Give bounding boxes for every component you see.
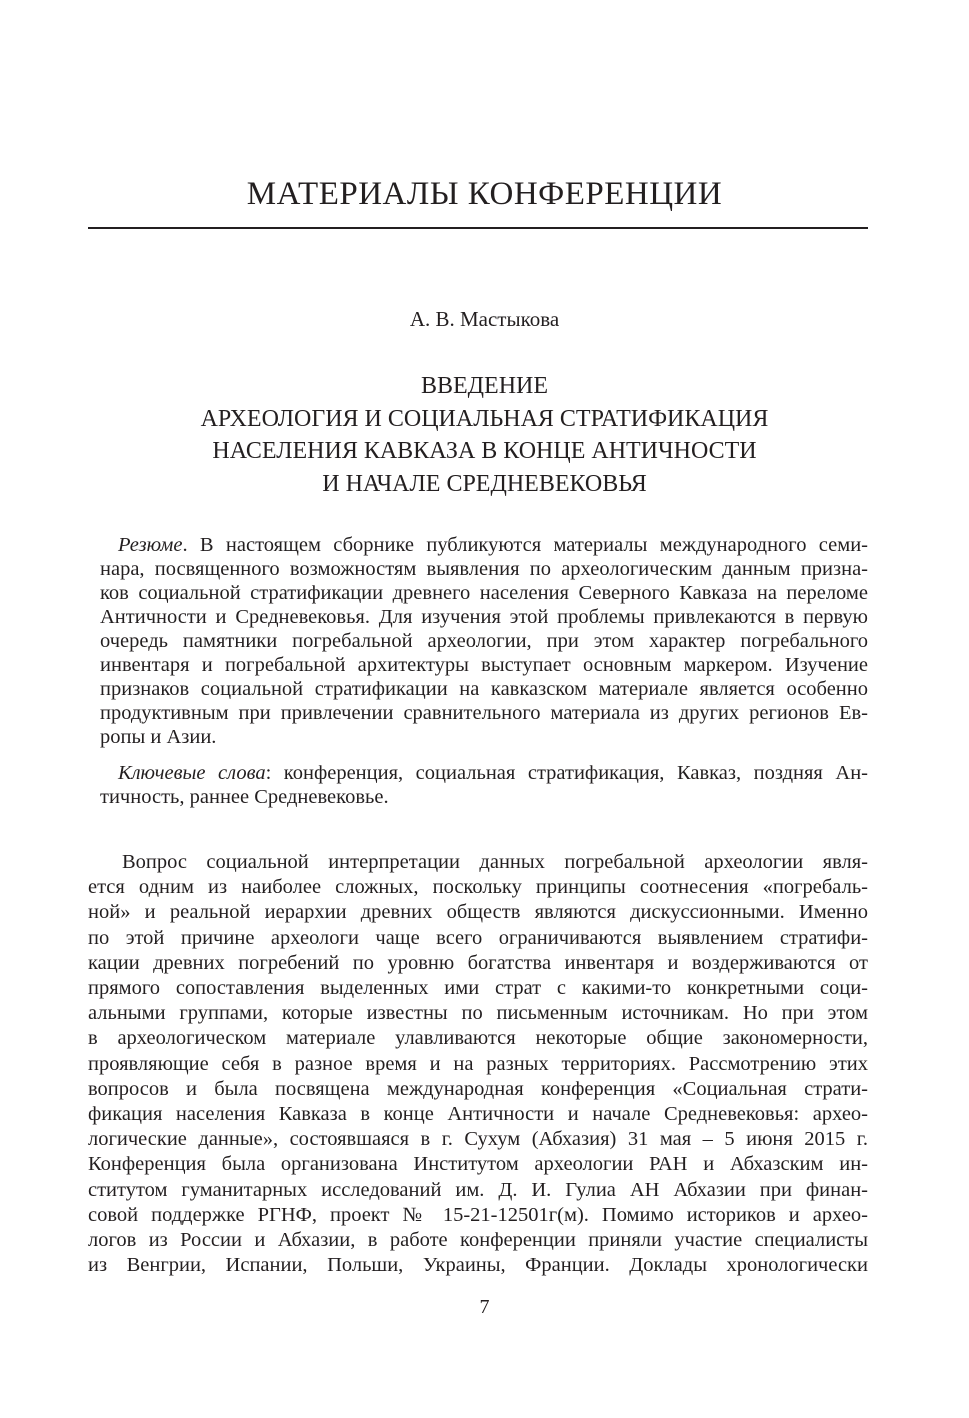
body-line: логов из России и Абхазии, в работе конференции приняли участие специалисты <box>88 1229 868 1251</box>
body-line: проявляющие себя в разное время и на разных территориях. Рассмотрению этих <box>88 1052 868 1075</box>
abstract-line: Резюме. В настоящем сборнике публикуются материалы международного семи- <box>118 534 868 556</box>
abstract-line: признаков социальной стратификации на кавказском материале является особенно <box>100 678 868 700</box>
body-line: по этой причине археологи чаще всего ограничиваются выявлением стратифи- <box>88 926 868 949</box>
body-line: вопросов и была посвящена международная конференция «Социальная страти- <box>88 1077 868 1100</box>
abstract-label: Резюме <box>118 534 183 556</box>
abstract-line: нара, посвященного возможностям выявления по археологическим данным призна- <box>100 558 868 580</box>
section-title: МАТЕРИАЛЫ КОНФЕРЕНЦИИ <box>246 176 723 212</box>
body-line: в археологическом материале улавливаются некоторые общие закономерности, <box>88 1027 868 1050</box>
body-line: ной» и реальной иерархии древних обществ являются дискуссионными. Именно <box>88 901 868 924</box>
body-line: прямого сопоставления выделенных ими страт с какими-то конкретными соци- <box>88 977 868 999</box>
abstract-line: инвентаря и погребальной архитектуры выступает основным маркером. Изучение <box>100 654 868 676</box>
abstract-line: ропы и Азии. <box>100 726 217 748</box>
article-title <box>0 370 969 500</box>
body-line: Конференция была организована Институтом археологии РАН и Абхазским ин- <box>88 1153 868 1176</box>
keywords-line: тичность, раннее Средневековье. <box>100 786 389 808</box>
title-line: И НАЧАЛЕ СРЕДНЕВЕКОВЬЯ <box>322 470 647 497</box>
body-line: из Венгрии, Испании, Польши, Украины, Франции. Доклады хронологически <box>88 1254 868 1277</box>
page-number: 7 <box>479 1296 490 1318</box>
keywords-line: Ключевые слова: конференция, социальная стратификация, Кавказ, поздняя Ан- <box>118 762 868 784</box>
body-line: фикация населения Кавказа в конце Античности и начале Средневековья: архео- <box>88 1103 868 1125</box>
body-line: ститутом гуманитарных исследований им. Д. И. Гулиа АН Абхазии при финан- <box>88 1178 868 1201</box>
title-line: АРХЕОЛОГИЯ И СОЦИАЛЬНАЯ СТРАТИФИКАЦИЯ <box>200 405 769 432</box>
abstract-line: Античности и Средневековья. Для изучения этой проблемы привлекаются в первую <box>100 606 868 628</box>
keywords-label: Ключевые слова <box>118 762 266 784</box>
title-line: НАСЕЛЕНИЯ КАВКАЗА В КОНЦЕ АНТИЧНОСТИ <box>212 438 757 464</box>
header-rule <box>88 227 868 229</box>
body-line: логические данные», состоявшаяся в г. Сухум (Абхазия) 31 мая – 5 июня 2015 г. <box>88 1128 868 1151</box>
abstract-line: очередь памятники погребальной археологии, при этом характер погребального <box>100 630 868 652</box>
abstract-line: продуктивным при привлечении сравнительного материала из других регионов Ев- <box>100 702 868 724</box>
abstract-line: ков социальной стратификации древнего населения Северного Кавказа на переломе <box>100 582 868 604</box>
article-author: А. В. Мастыкова <box>409 307 560 331</box>
body-line: Вопрос социальной интерпретации данных погребальной археологии явля- <box>122 851 868 873</box>
body-line: альными группами, которые известны по письменным источникам. Но при этом <box>88 1002 868 1025</box>
title-line: ВВЕДЕНИЕ <box>420 373 549 399</box>
body-line: кации древних погребений по уровню богатства инвентаря и воздерживаются от <box>88 951 868 974</box>
body-line: совой поддержке РГНФ, проект № 15-21-12501г(м). Помимо историков и архео- <box>88 1203 868 1226</box>
body-line: ется одним из наиболее сложных, поскольку принципы соотнесения «погребаль- <box>88 876 868 899</box>
